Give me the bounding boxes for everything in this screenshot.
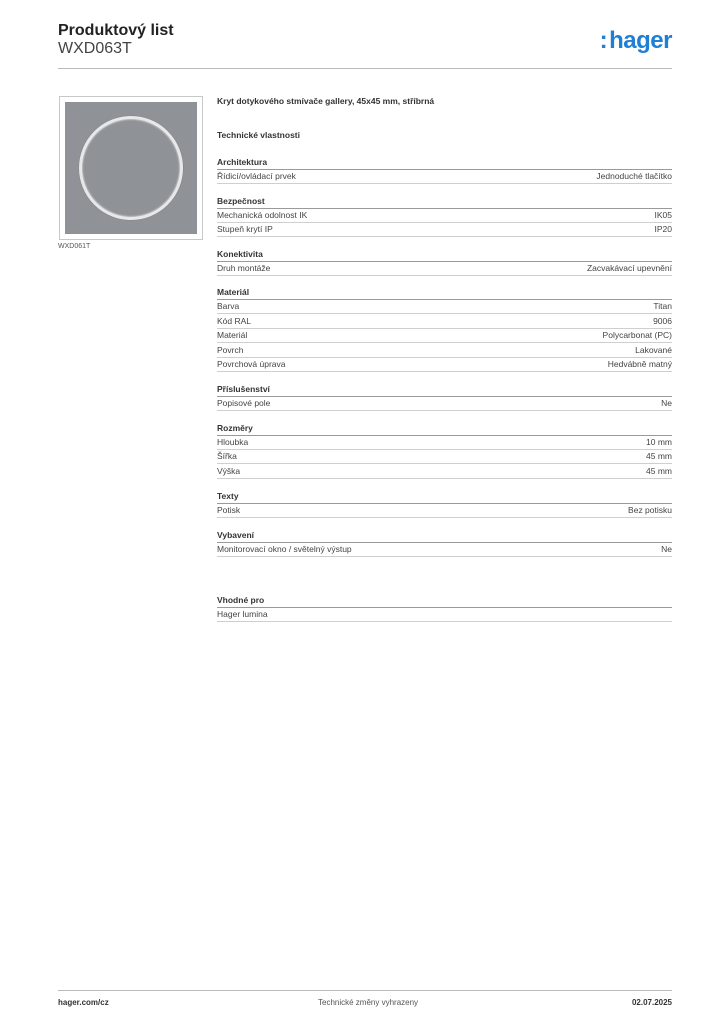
- spec-row: [217, 329, 672, 343]
- spec-label: Povrch: [217, 345, 244, 355]
- group-heading: Materiál: [217, 286, 672, 300]
- spec-row: [217, 543, 672, 557]
- spec-row: [217, 450, 672, 464]
- page-title: Produktový list: [58, 22, 174, 39]
- product-title: Kryt dotykového stmívače gallery, 45x45 mm, stříbrná: [217, 96, 435, 106]
- image-caption: WXD061T: [58, 243, 91, 250]
- spec-row: [217, 504, 672, 518]
- spec-value: Zacvakávací upevnění: [586, 263, 672, 273]
- header-divider: [58, 68, 672, 69]
- suitable-item: Hager lumina: [217, 609, 268, 619]
- spec-label: Výška: [217, 466, 241, 476]
- spec-value: Ne: [661, 398, 672, 408]
- spec-value: Bez potisku: [628, 505, 672, 515]
- spec-row: [217, 170, 672, 184]
- footer-note: Technické změny vyhrazeny: [318, 998, 419, 1007]
- group-heading: Konektivita: [217, 248, 672, 262]
- spec-value: IK05: [654, 210, 672, 220]
- spec-label: Šířka: [217, 451, 237, 461]
- spec-value: Titan: [653, 301, 672, 311]
- group-heading: Bezpečnost: [217, 195, 672, 209]
- group-heading: Rozměry: [217, 422, 672, 436]
- spec-label: Stupeň krytí IP: [217, 224, 273, 234]
- spec-row: [217, 465, 672, 479]
- spec-row: [217, 223, 672, 237]
- spec-label: Druh montáže: [217, 263, 271, 273]
- spec-label: Povrchová úprava: [217, 359, 286, 369]
- spec-row: [217, 358, 672, 372]
- spec-value: Hedvábně matný: [607, 359, 672, 369]
- spec-label: Mechanická odolnost IK: [217, 210, 308, 220]
- product-image: [59, 96, 203, 240]
- spec-label: Barva: [217, 301, 240, 311]
- footer-divider: [58, 990, 672, 991]
- spec-label: Řídicí/ovládací prvek: [217, 171, 296, 181]
- spec-label: Monitorovací okno / světelný výstup: [217, 544, 352, 554]
- spec-value: Jednoduché tlačítko: [596, 171, 672, 181]
- spec-row: [217, 397, 672, 411]
- spec-row: [217, 209, 672, 223]
- group-heading: Vybavení: [217, 529, 672, 543]
- touch-ring-icon: [79, 116, 183, 220]
- spec-row: [217, 262, 672, 276]
- spec-label: Potisk: [217, 505, 241, 515]
- spec-row: [217, 300, 672, 314]
- group-heading: Příslušenství: [217, 383, 672, 397]
- spec-row: [217, 436, 672, 450]
- spec-value: IP20: [654, 224, 672, 234]
- spec-value: Ne: [661, 544, 672, 554]
- hager-logo[interactable]: [600, 27, 672, 55]
- suitable-heading: Vhodné pro: [217, 594, 672, 608]
- spec-value: Polycarbonat (PC): [602, 330, 672, 340]
- spec-row: [217, 315, 672, 329]
- group-heading: Texty: [217, 490, 672, 504]
- cover-plate: [65, 102, 197, 234]
- suitable-row: [217, 608, 672, 622]
- spec-value: 9006: [653, 316, 672, 326]
- section-heading: Technické vlastnosti: [217, 130, 300, 140]
- footer-website-link[interactable]: hager.com/cz: [58, 998, 109, 1007]
- spec-row: [217, 344, 672, 358]
- footer-date: 02.07.2025: [631, 998, 672, 1007]
- spec-label: Materiál: [217, 330, 248, 340]
- spec-value: 45 mm: [646, 451, 672, 461]
- spec-label: Popisové pole: [217, 398, 271, 408]
- spec-label: Kód RAL: [217, 316, 252, 326]
- spec-label: Hloubka: [217, 437, 249, 447]
- spec-value: 45 mm: [646, 466, 672, 476]
- product-code: WXD063T: [58, 40, 132, 57]
- group-heading: Architektura: [217, 156, 672, 170]
- logo-text: hager: [609, 27, 672, 54]
- logo-dots-icon: :: [599, 27, 608, 54]
- spec-value: Lakované: [635, 345, 672, 355]
- spec-value: 10 mm: [646, 437, 672, 447]
